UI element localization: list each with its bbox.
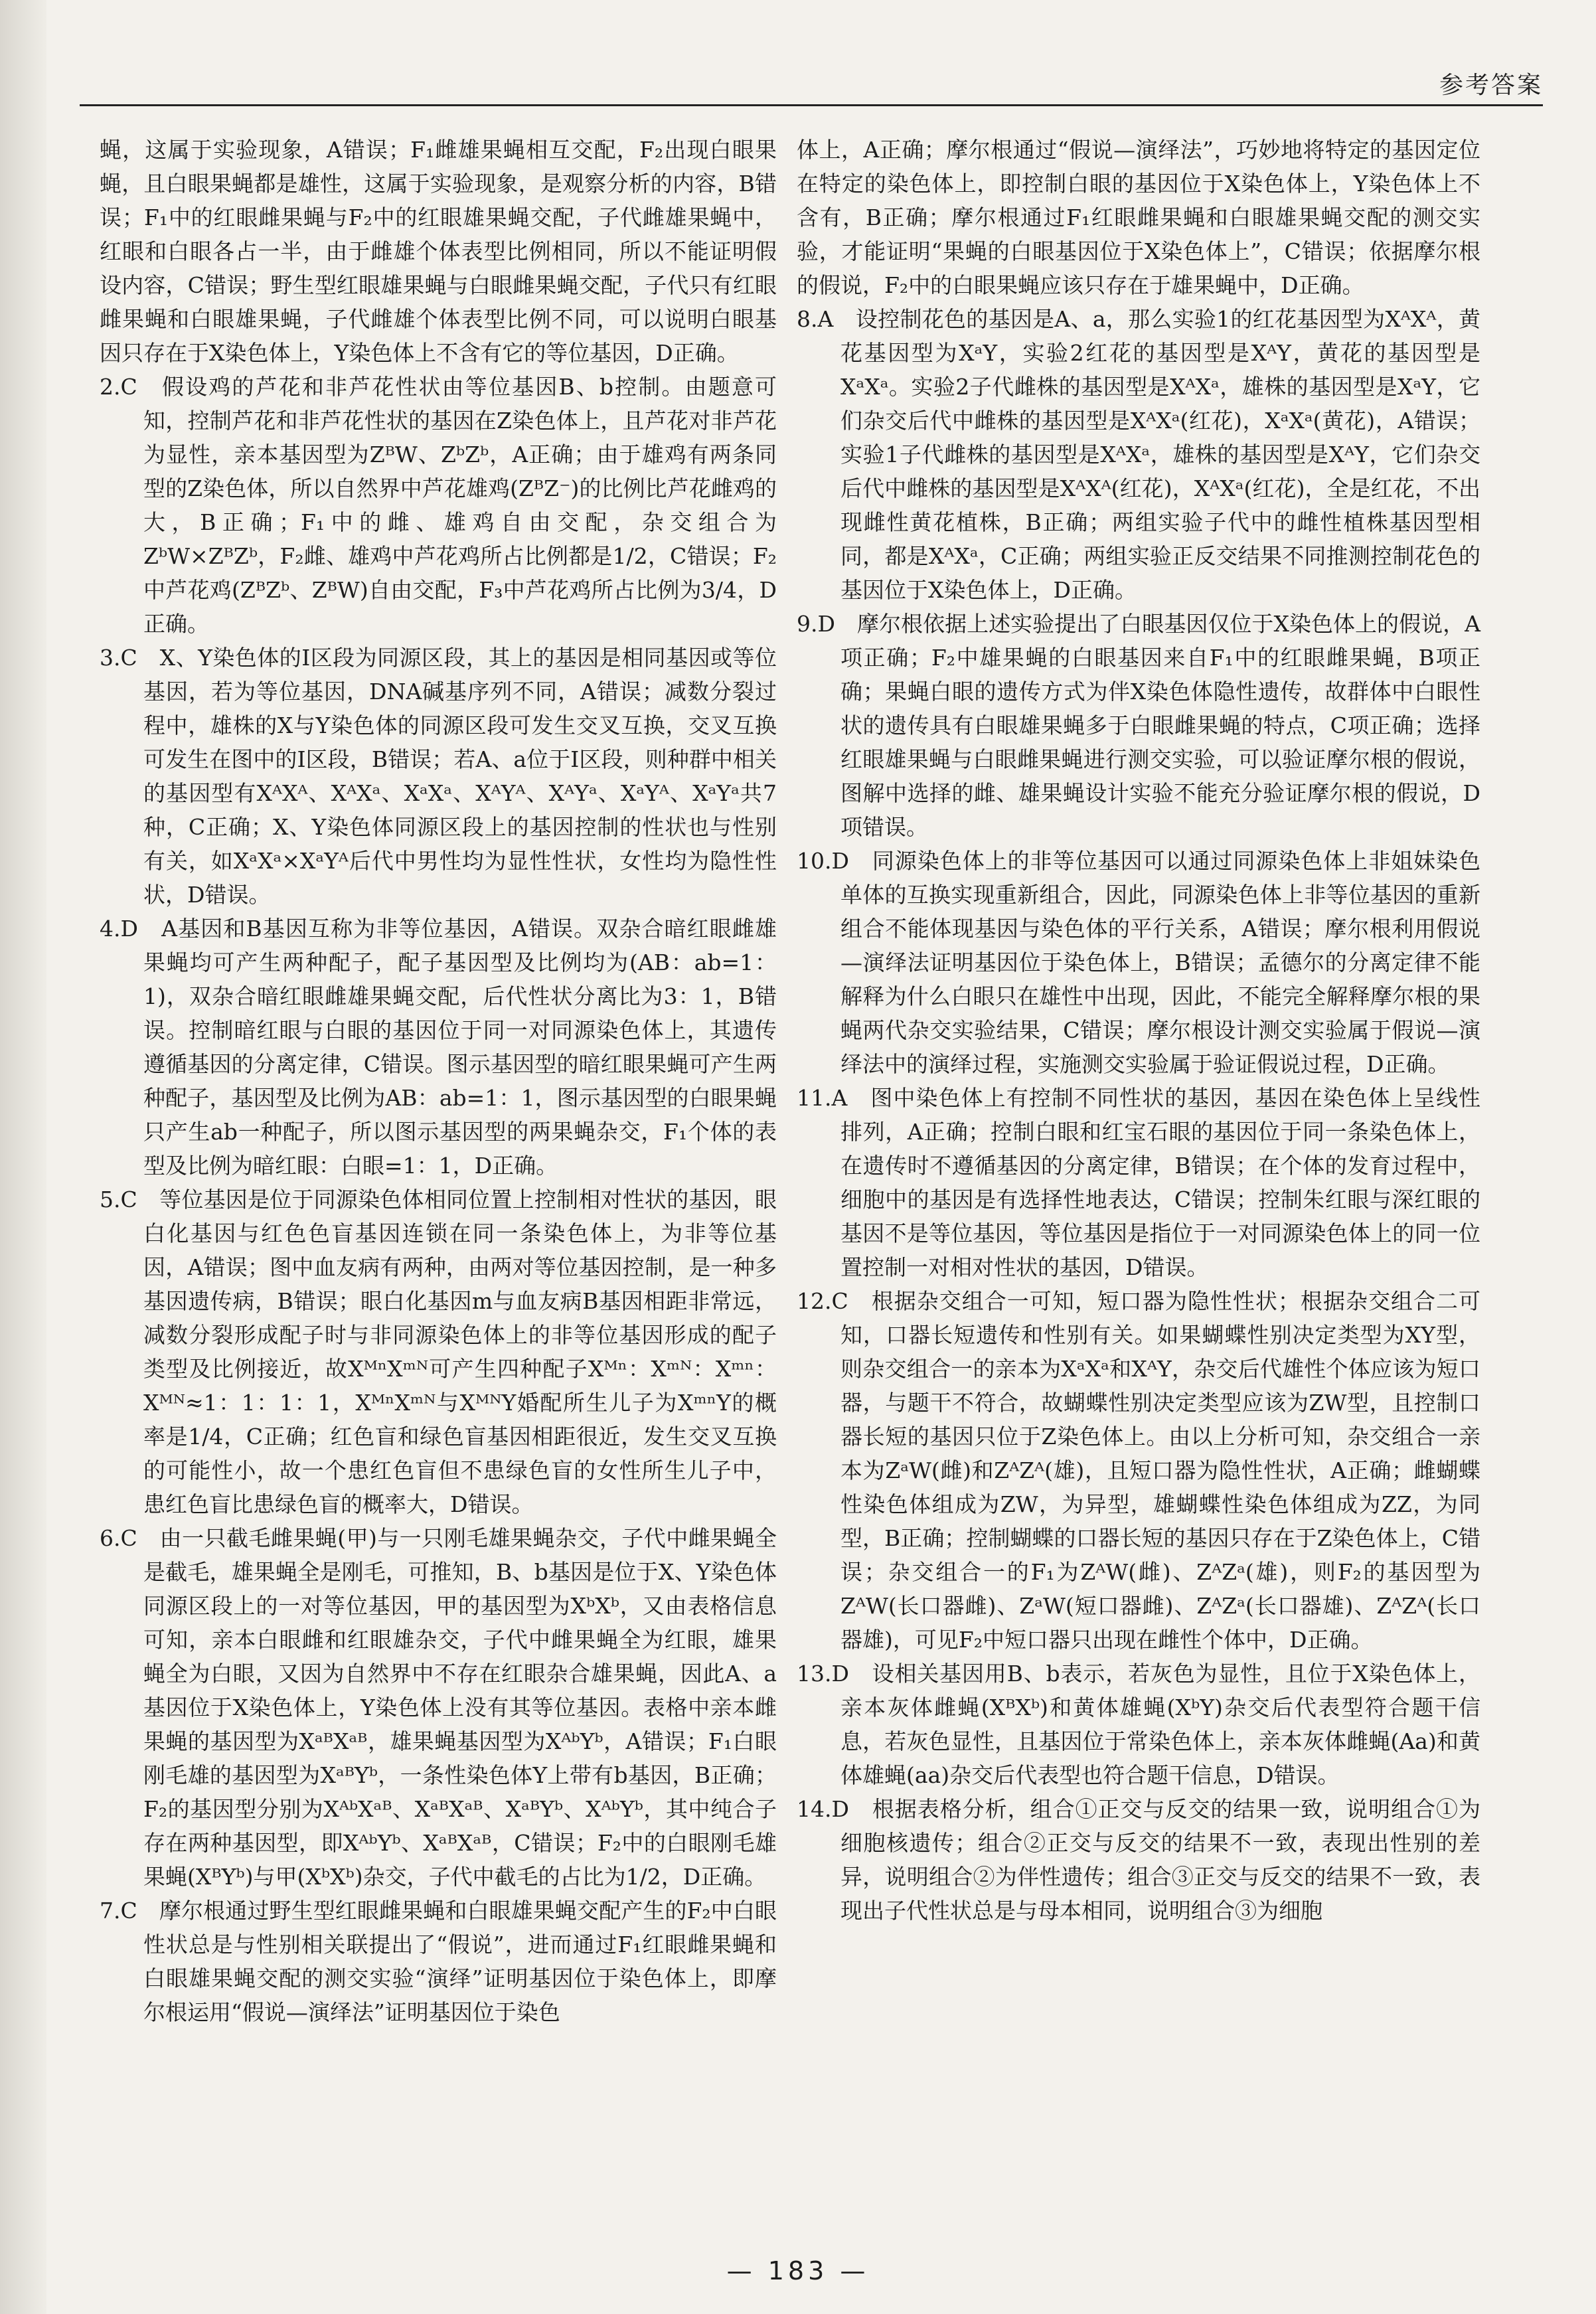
answer-item-3: 3.C X、Y染色体的Ⅰ区段为同源区段，其上的基因是相同基因或等位基因，若为等位基因，DNA碱基序列不同，A错误；减数分裂过程中，雄株的X与Y染色体的同源区段可发生交叉互换，交叉互换可发生在图中的Ⅰ区段，B错误；若A、a位于Ⅰ区段，则种群中相关的基因型有XᴬXᴬ、XᴬXᵃ、XᵃXᵃ、XᴬYᴬ、XᴬYᵃ、XᵃYᴬ、XᵃYᵃ共7种，C正确；X、Y染色体同源区段上的基因控制的性状也与性别有关，如XᵃXᵃ×XᵃYᴬ后代中男性均为显性性状，女性均为隐性性状，D错误。 [100, 645, 777, 908]
answer-item-10: 10.D 同源染色体上的非等位基因可以通过同源染色体上非姐妹染色单体的互换实现重新组合，因此，同源染色体上非等位基因的重新组合不能体现基因与染色体的平行关系，A错误；摩尔根利用假说—演绎法证明基因位于染色体上，B错误；孟德尔的分离定律不能解释为什么白眼只在雄性中出现，因此，不能完全解释摩尔根的果蝇两代杂交实验结果，C错误；摩尔根设计测交实验属于假说—演绎法中的演绎过程，实施测交实验属于验证假说过程，D正确。 [797, 848, 1480, 1077]
answer-item-14: 14.D 根据表格分析，组合①正交与反交的结果一致，说明组合①为细胞核遗传；组合②正交与反交的结果不一致，表现出性别的差异，说明组合②为伴性遗传；组合③正交与反交的结果不一致，表现出子代性状总是与母本相同，说明组合③为细胞 [797, 1796, 1480, 1924]
answer-item-7: 7.C 摩尔根通过野生型红眼雌果蝇和白眼雄果蝇交配产生的F₂中白眼性状总是与性别相关联提出了“假说”，进而通过F₁红眼雌果蝇和白眼雄果蝇交配的测交实验“演绎”证明基因位于染色体上，即摩尔根运用“假说—演绎法”证明基因位于染色 [100, 1898, 777, 2025]
answer-item-11: 11.A 图中染色体上有控制不同性状的基因，基因在染色体上呈线性排列，A正确；控制白眼和红宝石眼的基因位于同一条染色体上，在遗传时不遵循基因的分离定律，B错误；在个体的发育过程中，细胞中的基因是有选择性地表达，C错误；控制朱红眼与深红眼的基因不是等位基因，等位基因是指位于一对同源染色体上的同一位置控制一对相对性状的基因，D错误。 [797, 1085, 1480, 1280]
answer-item-2: 2.C 假设鸡的芦花和非芦花性状由等位基因B、b控制。由题意可知，控制芦花和非芦花性状的基因在Z染色体上，且芦花对非芦花为显性，亲本基因型为ZᴮW、ZᵇZᵇ，A正确；由于雄鸡有两条同型的Z染色体，所以自然界中芦花雄鸡(ZᴮZ⁻)的比例比芦花雌鸡的大，B正确；F₁中的雌、雄鸡自由交配，杂交组合为ZᵇW×ZᴮZᵇ，F₂雌、雄鸡中芦花鸡所占比例都是1/2，C错误；F₂中芦花鸡(ZᴮZᵇ、ZᴮW)自由交配，F₃中芦花鸡所占比例为3/4，D正确。 [100, 374, 777, 637]
left-column [100, 133, 777, 2029]
header-title: 参考答案 [1439, 72, 1543, 99]
left-continuation: 蝇，这属于实验现象，A错误；F₁雌雄果蝇相互交配，F₂出现白眼果蝇，且白眼果蝇都是雄性，这属于实验现象，是观察分析的内容，B错误；F₁中的红眼雌果蝇与F₂中的红眼雄果蝇交配，子代雌雄果蝇中，红眼和白眼各占一半，由于雌雄个体表型比例相同，所以不能证明假设内容，C错误；野生型红眼雄果蝇与白眼雌果蝇交配，子代只有红眼雌果蝇和白眼雄果蝇，子代雌雄个体表型比例不同，可以说明白眼基因只存在于X染色体上，Y染色体上不含有它的等位基因，D正确。 [100, 137, 777, 366]
answer-item-8: 8.A 设控制花色的基因是A、a，那么实验1的红花基因型为XᴬXᴬ，黄花基因型为XᵃY，实验2红花的基因型是XᴬY，黄花的基因型是XᵃXᵃ。实验2子代雌株的基因型是XᴬXᵃ，雄株的基因型是XᵃY，它们杂交后代中雌株的基因型是XᴬXᵃ(红花)，XᵃXᵃ(黄花)，A错误；实验1子代雌株的基因型是XᴬXᵃ，雄株的基因型是XᴬY，它们杂交后代中雌株的基因型是XᴬXᴬ(红花)，XᴬXᵃ(红花)，全是红花，不出现雌性黄花植株，B正确；两组实验子代中的雌性植株基因型相同，都是XᴬXᵃ，C正确；两组实验正反交结果不同推测控制花色的基因位于X染色体上，D正确。 [797, 306, 1480, 603]
answer-item-13: 13.D 设相关基因用B、b表示，若灰色为显性，且位于X染色体上，亲本灰体雌蝇(XᴮXᵇ)和黄体雄蝇(XᵇY)杂交后代表型符合题干信息，若灰色显性，且基因位于常染色体上，亲本灰体雌蝇(Aa)和黄体雄蝇(aa)杂交后代表型也符合题干信息，D错误。 [797, 1661, 1480, 1788]
answer-item-5: 5.C 等位基因是位于同源染色体相同位置上控制相对性状的基因，眼白化基因与红色色盲基因连锁在同一条染色体上，为非等位基因，A错误；图中血友病有两种，由两对等位基因控制，是一种多基因遗传病，B错误；眼白化基因m与血友病B基因相距非常远，减数分裂形成配子时与非同源染色体上的非等位基因形成的配子类型及比例接近，故XᴹⁿXᵐᴺ可产生四种配子Xᴹⁿ：Xᵐᴺ：Xᵐⁿ：Xᴹᴺ≈1：1：1：1，XᴹⁿXᵐᴺ与XᴹᴺY婚配所生儿子为XᵐⁿY的概率是1/4，C正确；红色盲和绿色盲基因相距很近，发生交叉互换的可能性小，故一个患红色盲但不患绿色盲的女性所生儿子中，患红色盲比患绿色盲的概率大，D错误。 [100, 1187, 777, 1517]
right-column [797, 133, 1480, 1928]
right-continuation: 体上，A正确；摩尔根通过“假说—演绎法”，巧妙地将特定的基因定位在特定的染色体上，即控制白眼的基因位于X染色体上，Y染色体上不含有，B正确；摩尔根通过F₁红眼雌果蝇和白眼雄果蝇交配的测交实验，才能证明“果蝇的白眼基因位于X染色体上”，C错误；依据摩尔根的假说，F₂中的白眼果蝇应该只存在于雄果蝇中，D正确。 [797, 137, 1480, 298]
header-rule [80, 104, 1543, 106]
page-header [80, 53, 1543, 106]
answer-item-12: 12.C 根据杂交组合一可知，短口器为隐性性状；根据杂交组合二可知，口器长短遗传和性别有关。如果蝴蝶性别决定类型为XY型，则杂交组合一的亲本为XᵃXᵃ和XᴬY，杂交后代雄性个体应该为短口器，与题干不符合，故蝴蝶性别决定类型应该为ZW型，且控制口器长短的基因只位于Z染色体上。由以上分析可知，杂交组合一亲本为ZᵃW(雌)和ZᴬZᴬ(雄)，且短口器为隐性性状，A正确；雌蝴蝶性染色体组成为ZW，为异型，雄蝴蝶性染色体组成为ZZ，为同型，B正确；控制蝴蝶的口器长短的基因只存在于Z染色体上，C错误；杂交组合一的F₁为ZᴬW(雌)、ZᴬZᵃ(雄)，则F₂的基因型为ZᴬW(长口器雌)、ZᵃW(短口器雌)、ZᴬZᵃ(长口器雄)、ZᴬZᴬ(长口器雄)，可见F₂中短口器只出现在雌性个体中，D正确。 [797, 1288, 1480, 1653]
answer-item-9: 9.D 摩尔根依据上述实验提出了白眼基因仅位于X染色体上的假说，A项正确；F₂中雄果蝇的白眼基因来自F₁中的红眼雌果蝇，B项正确；果蝇白眼的遗传方式为伴X染色体隐性遗传，故群体中白眼性状的遗传具有白眼雄果蝇多于白眼雌果蝇的特点，C项正确；选择红眼雄果蝇与白眼雌果蝇进行测交实验，可以验证摩尔根的假说，图解中选择的雌、雄果蝇设计实验不能充分验证摩尔根的假说，D项错误。 [797, 611, 1480, 840]
page-binding-shadow [0, 0, 46, 2314]
page-number: — 183 — [726, 2256, 870, 2285]
answer-item-6: 6.C 由一只截毛雌果蝇(甲)与一只刚毛雄果蝇杂交，子代中雌果蝇全是截毛，雄果蝇全是刚毛，可推知，B、b基因是位于X、Y染色体同源区段上的一对等位基因，甲的基因型为XᵇXᵇ，又由表格信息可知，亲本白眼雌和红眼雄杂交，子代中雌果蝇全为红眼，雄果蝇全为白眼，又因为自然界中不存在红眼杂合雄果蝇，因此A、a基因位于X染色体上，Y染色体上没有其等位基因。表格中亲本雌果蝇的基因型为XᵃᴮXᵃᴮ，雄果蝇基因型为XᴬᵇYᵇ，A错误；F₁白眼刚毛雄的基因型为XᵃᴮYᵇ，一条性染色体Y上带有b基因，B正确；F₂的基因型分别为XᴬᵇXᵃᴮ、XᵃᴮXᵃᴮ、XᵃᴮYᵇ、XᴬᵇYᵇ，其中纯合子存在两种基因型，即XᴬᵇYᵇ、XᵃᴮXᵃᴮ，C错误；F₂中的白眼刚毛雄果蝇(XᴮYᵇ)与甲(XᵇXᵇ)杂交，子代中截毛的占比为1/2，D正确。 [100, 1525, 777, 1890]
answer-item-4: 4.D A基因和B基因互称为非等位基因，A错误。双杂合暗红眼雌雄果蝇均可产生两种配子，配子基因型及比例均为(AB：ab=1：1)，双杂合暗红眼雌雄果蝇交配，后代性状分离比为3：1，B错误。控制暗红眼与白眼的基因位于同一对同源染色体上，其遗传遵循基因的分离定律，C错误。图示基因型的暗红眼果蝇可产生两种配子，基因型及比例为AB：ab=1：1，图示基因型的白眼果蝇只产生ab一种配子，所以图示基因型的两果蝇杂交，F₁个体的表型及比例为暗红眼：白眼=1：1，D正确。 [100, 916, 777, 1179]
